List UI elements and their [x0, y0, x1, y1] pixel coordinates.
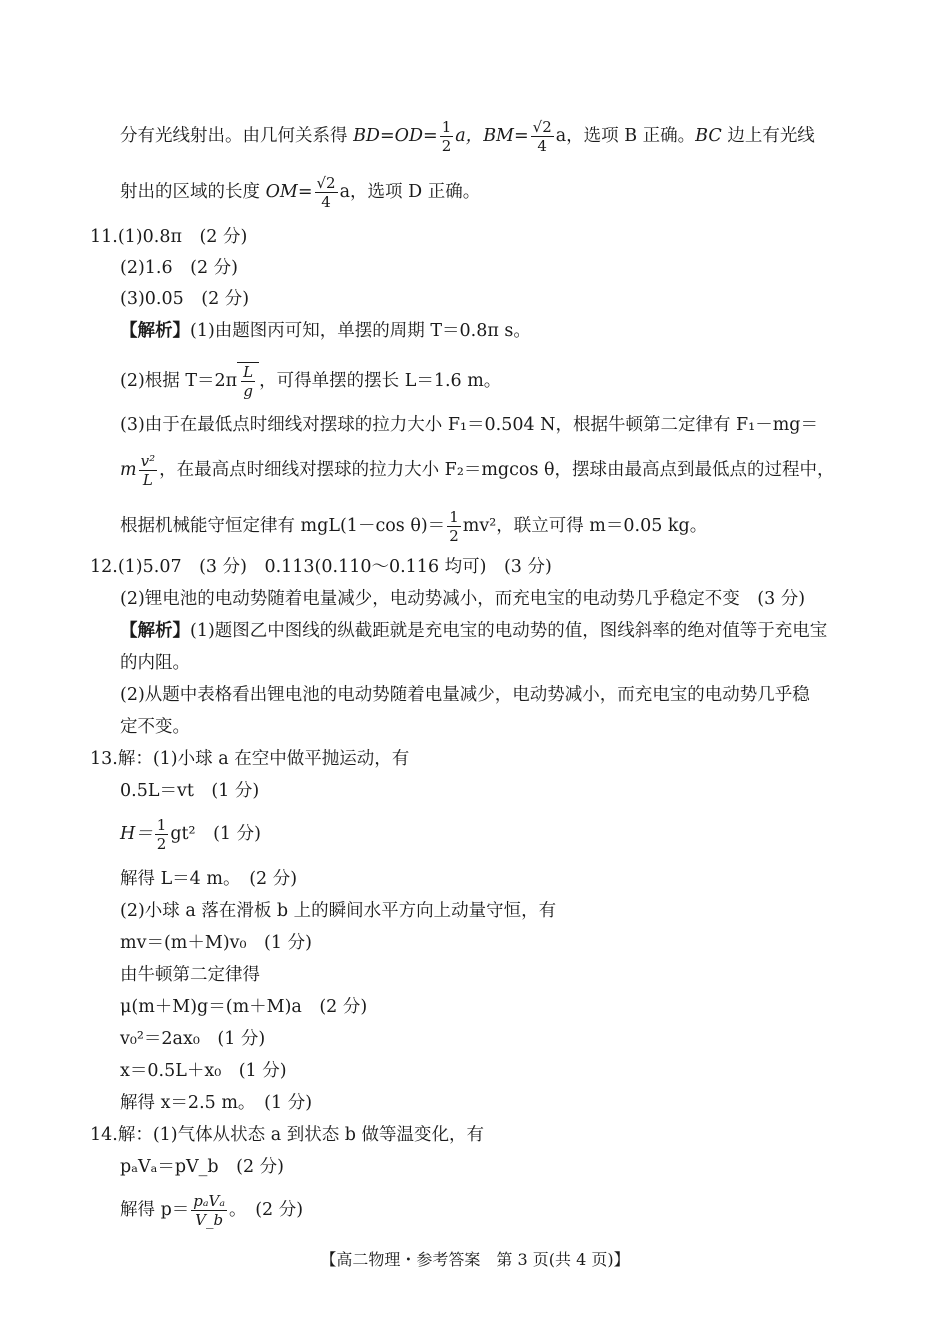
analysis-tag: 【解析】 — [120, 621, 190, 641]
q13-line-3 — [120, 816, 261, 853]
math-var: H＝ — [120, 824, 153, 844]
analysis-tag: 【解析】 — [120, 321, 190, 341]
text: 解得 p＝ — [120, 1200, 190, 1220]
text: = — [513, 126, 529, 146]
math-var: OD — [394, 126, 424, 146]
text: ，在最高点时细线对摆球的拉力大小 F₂＝mgcos θ，摆球由最高点到最低点的过程中， — [159, 460, 835, 480]
q11-number — [90, 224, 247, 250]
text: 根据机械能守恒定律有 mgL(1－cos θ)＝ — [120, 516, 446, 536]
q13-line-4: 解得 L＝4 m。 (2 分) — [120, 869, 298, 889]
page-footer: 【高二物理・参考答案 第 3 页(共 4 页)】 — [320, 1250, 630, 1269]
q13-line-11: 解得 x＝2.5 m。 (1 分) — [120, 1093, 313, 1113]
numerator: 1 — [449, 508, 459, 526]
fraction — [440, 118, 454, 155]
denominator: g — [243, 382, 253, 400]
math-var: BD — [353, 126, 380, 146]
q13-line-5: (2)小球 a 落在滑板 b 上的瞬间水平方向上动量守恒，有 — [120, 901, 557, 921]
text: = — [379, 126, 395, 146]
numerator: v² — [140, 452, 156, 470]
text: = — [423, 126, 438, 146]
fraction — [531, 118, 554, 155]
question-number: 12. — [90, 557, 118, 577]
text: a，选项 D 正确。 — [339, 182, 481, 202]
text: gt² (1 分) — [170, 824, 261, 844]
text: mv²，联立可得 m＝0.05 kg。 — [462, 516, 708, 536]
numerator: L — [243, 363, 254, 381]
q11-answer-3: (3)0.05 (2 分) — [120, 289, 250, 309]
q13-line-7: 由牛顿第二定律得 — [120, 965, 260, 985]
question-number: 14. — [90, 1125, 118, 1145]
denominator: V_b — [195, 1211, 224, 1229]
q12-explanation-4: 定不变。 — [120, 717, 190, 737]
text: = — [297, 182, 313, 202]
fraction — [155, 816, 169, 853]
text: ，可得单摆的摆长 L＝1.6 m。 — [259, 371, 502, 391]
q12-explanation-3: (2)从题中表格看出锂电池的电动势随着电量减少，电动势减小，而充电宝的电动势几乎稳 — [120, 685, 810, 705]
denominator: 4 — [321, 193, 331, 211]
q11-explanation-5 — [120, 508, 707, 545]
fraction — [241, 363, 255, 400]
q12-answer-2: (2)锂电池的电动势随着电量减少，电动势减小，而充电宝的电动势几乎稳定不变 (3 分) — [120, 589, 806, 609]
math-var: m — [120, 460, 137, 480]
math-var: OM — [265, 182, 298, 202]
text: 解：(1)小球 a 在空中做平抛运动，有 — [117, 749, 410, 769]
text: 边上有光线 — [721, 126, 815, 146]
q11-answer-2: (2)1.6 (2 分) — [120, 258, 238, 278]
numerator: 1 — [156, 816, 167, 834]
text: (2)根据 T＝2π — [120, 371, 238, 391]
q12-number — [90, 554, 552, 580]
q14-line-2: pₐVₐ＝pV_b (2 分) — [120, 1157, 284, 1177]
text: a， — [455, 126, 484, 146]
fraction — [447, 508, 461, 545]
q13-line-2: 0.5L＝vt (1 分) — [120, 781, 260, 801]
q11-explanation-3: (3)由于在最低点时细线对摆球的拉力大小 F₁＝0.504 N，根据牛顿第二定律有 F₁－mg＝ — [120, 415, 818, 435]
text: 射出的区域的长度 — [120, 182, 266, 202]
question-number: 13. — [90, 749, 118, 769]
numerator: pₐVₐ — [193, 1192, 225, 1210]
text: (1)由题图丙可知，单摆的周期 T＝0.8π s。 — [190, 321, 531, 341]
fraction — [315, 174, 338, 211]
denominator: 2 — [156, 835, 167, 853]
q11-explanation-4 — [120, 452, 835, 489]
q14-number — [90, 1122, 484, 1148]
numerator: 1 — [441, 118, 452, 136]
text: 。 (2 分) — [228, 1200, 304, 1220]
q12-explanation-1 — [120, 618, 827, 644]
sqrt — [237, 362, 259, 400]
text: 解：(1)气体从状态 a 到状态 b 做等温变化，有 — [117, 1125, 485, 1145]
denominator: 4 — [537, 137, 547, 155]
fraction — [191, 1192, 227, 1229]
numerator: √2 — [316, 174, 336, 192]
denominator: 2 — [441, 137, 452, 155]
answer-1: (1)0.8π (2 分) — [117, 227, 248, 247]
q10-line-1 — [120, 118, 815, 155]
text: 分有光线射出。由几何关系得 — [120, 126, 354, 146]
text: a，选项 B 正确。 — [555, 126, 696, 146]
denominator: 2 — [449, 527, 459, 545]
q13-line-6: mv＝(m＋M)v₀ (1 分) — [120, 933, 312, 953]
q14-line-3 — [120, 1192, 303, 1229]
question-number: 11. — [90, 227, 118, 247]
q13-number — [90, 746, 409, 772]
math-var: BM — [483, 126, 514, 146]
q10-line-2 — [120, 174, 480, 211]
answer-1: (1)5.07 (3 分) 0.113(0.110～0.116 均可) (3 分) — [117, 557, 552, 577]
fraction — [139, 452, 158, 489]
text: (1)题图乙中图线的纵截距就是充电宝的电动势的值，图线斜率的绝对值等于充电宝 — [190, 621, 828, 641]
q13-line-8: μ(m＋M)g＝(m＋M)a (2 分) — [120, 997, 368, 1017]
numerator: √2 — [532, 118, 552, 136]
q11-explanation-2 — [120, 362, 501, 400]
q11-explanation-1 — [120, 318, 531, 344]
denominator: L — [142, 471, 153, 489]
q13-line-10: x＝0.5L＋x₀ (1 分) — [120, 1061, 287, 1081]
q12-explanation-2: 的内阻。 — [120, 653, 190, 673]
math-var: BC — [695, 126, 722, 146]
q13-line-9: v₀²＝2ax₀ (1 分) — [120, 1029, 266, 1049]
